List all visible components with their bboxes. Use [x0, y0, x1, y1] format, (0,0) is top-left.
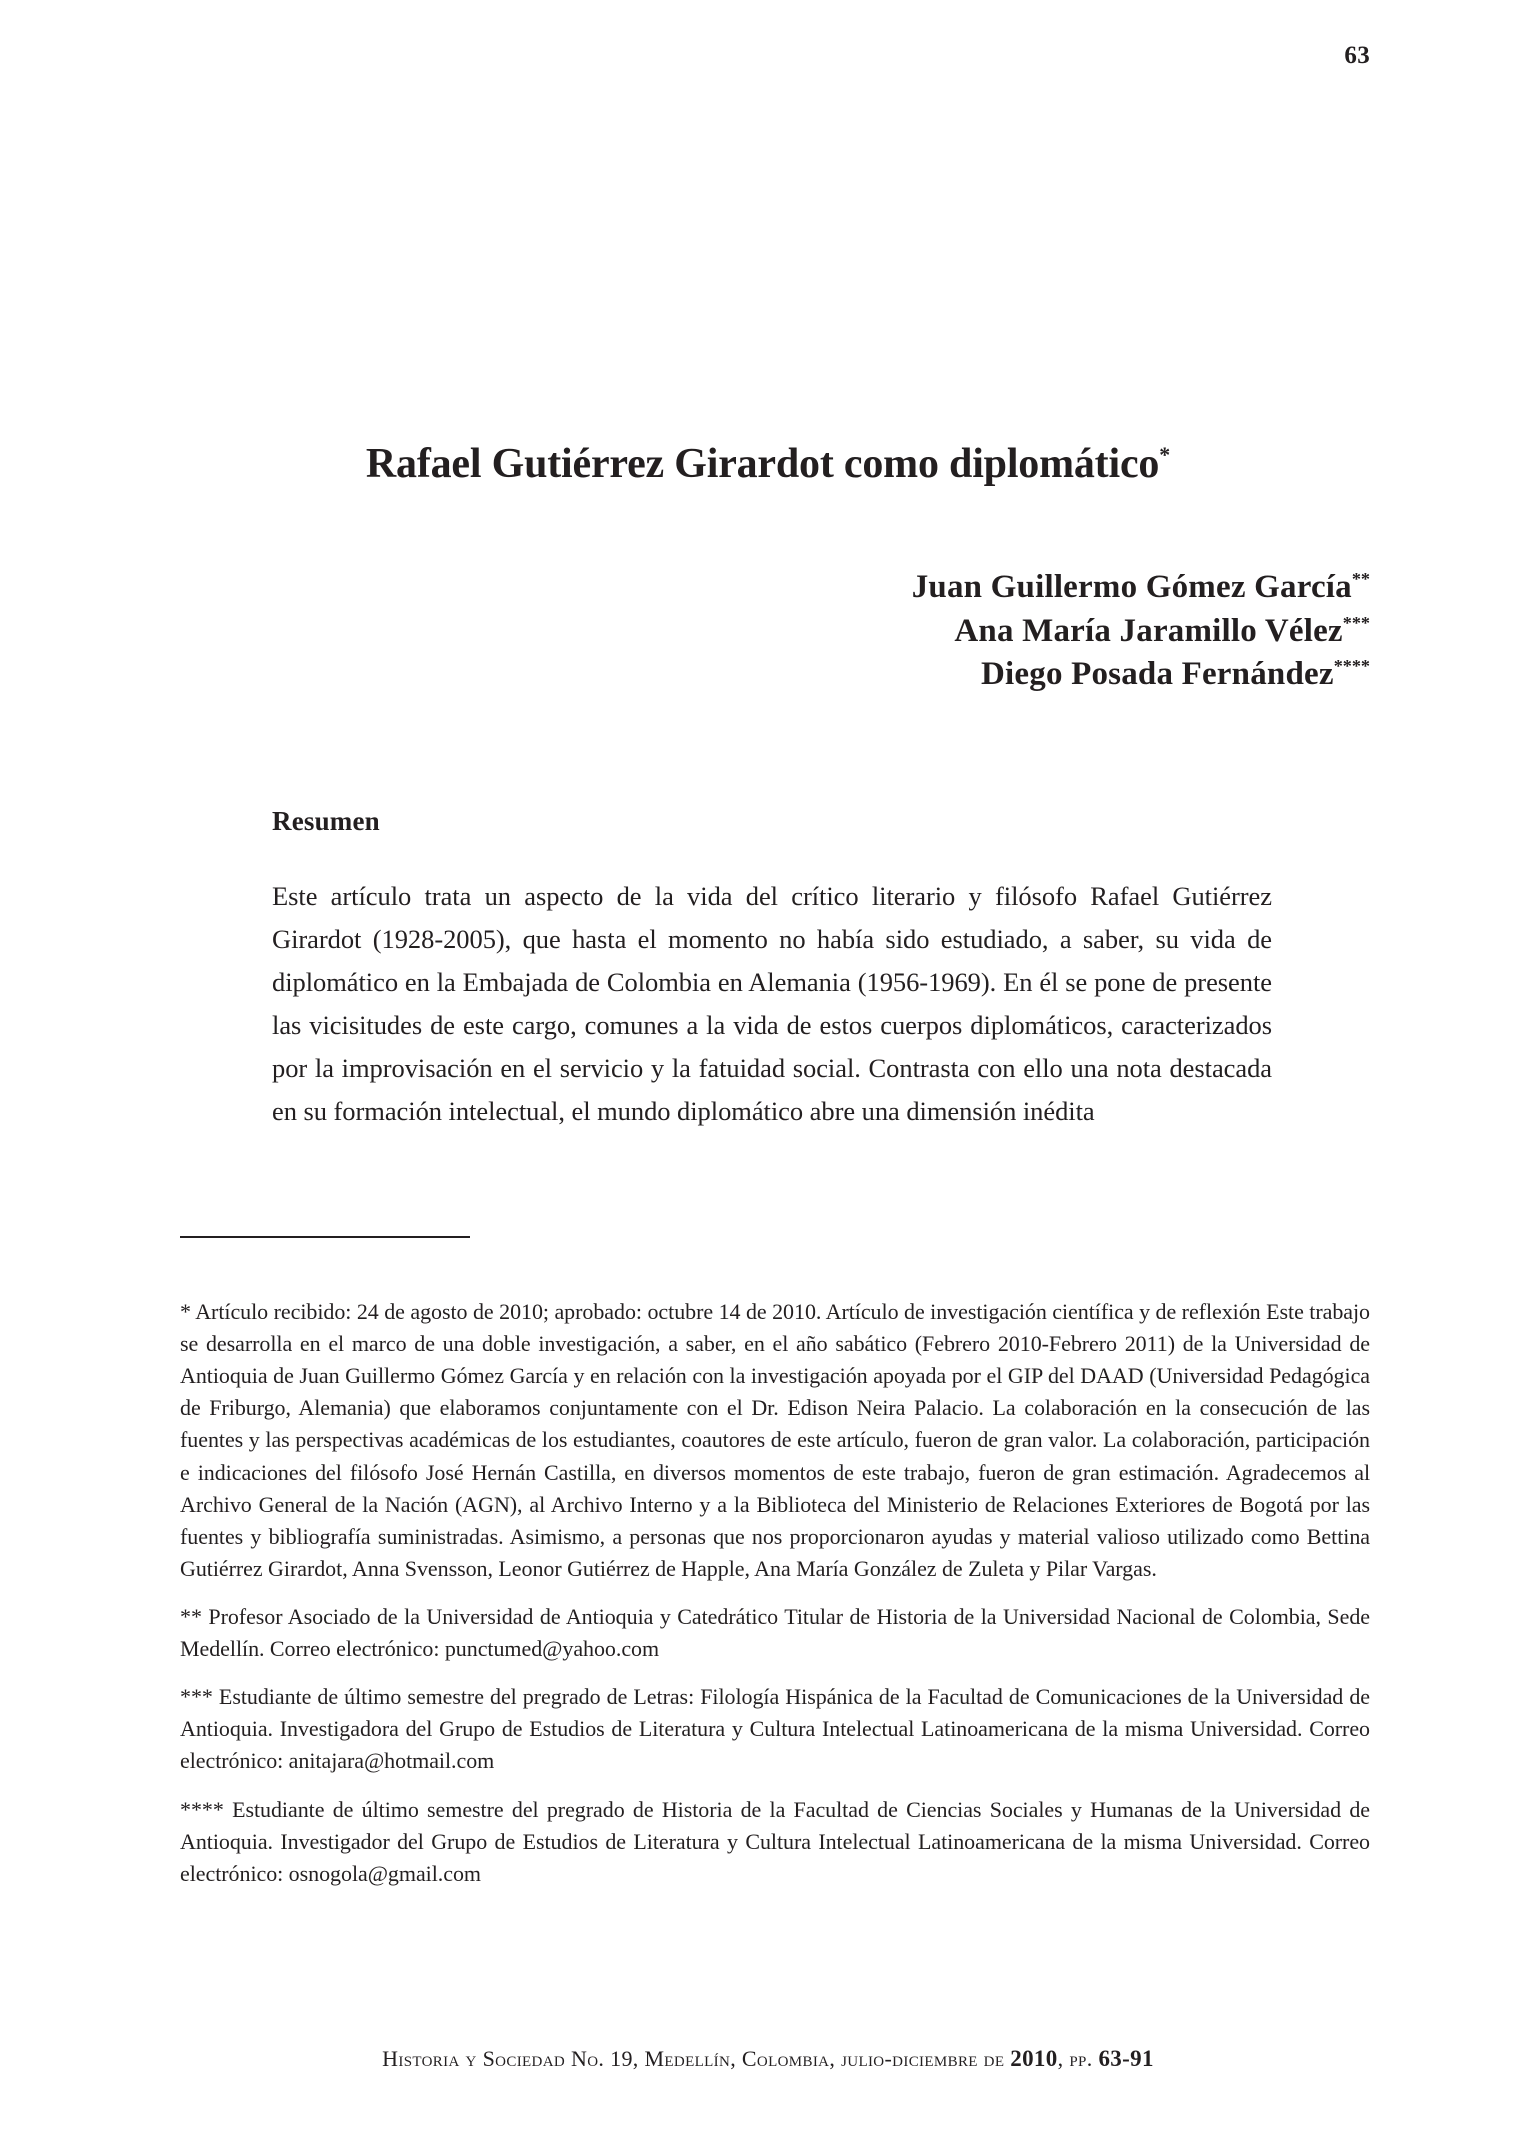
title-block — [166, 440, 1370, 490]
footer-city: Medellín — [644, 2046, 731, 2071]
page-title — [166, 440, 1370, 490]
footer-pages-label: pp. — [1069, 2046, 1093, 2071]
author-footnote-marker: **** — [1333, 656, 1370, 677]
author-line-2 — [166, 610, 1370, 654]
footer-citation-line: Historia y Sociedad No. 19, Medellín, Colombia, julio-diciembre de 2010, pp. 63-91 — [382, 2046, 1154, 2071]
footnotes-section — [180, 1296, 1370, 1890]
page-footer — [166, 2046, 1370, 2072]
page-number: 63 — [1344, 42, 1370, 69]
author-name: Ana María Jaramillo Vélez — [954, 612, 1343, 649]
footnote-asterisk-1: * Artículo recibido: 24 de agosto de 2010; aprobado: octubre 14 de 2010. Artículo de investigación científica y de reflexión Este trabajo se desarrolla en el marco de una doble investigación, a saber, en el año sabático (Febrero 2010-Febrero 2011) de la Universidad de Antioquia de Juan Guillermo Gómez García y en relación con la investigación apoyada por el GIP del DAAD (Universidad Pedagógica de Friburgo, Alemania) que elaboramos conjuntamente con el Dr. Edison Neira Palacio. La colaboración en la consecución de las fuentes y las perspectivas académicas de los estudiantes, coautores de este artículo, fueron de gran valor. La colaboración, participación e indicaciones del filósofo José Hernán Castilla, en diversos momentos de este trabajo, fueron de gran estimación. Agradecemos al Archivo General de la Nación (AGN), al Archivo Interno y a la Biblioteca del Ministerio de Relaciones Exteriores de Bogotá por las fuentes y bibliografía suministradas. Asimismo, a personas que nos proporcionaron ayudas y material valioso utilizado como Bettina Gutiérrez Girardot, Anna Svensson, Leonor Gutiérrez de Happle, Ana María González de Zuleta y Pilar Vargas. — [180, 1299, 1370, 1581]
author-footnote-marker: *** — [1342, 612, 1370, 633]
footer-country: Colombia — [741, 2046, 830, 2071]
footer-year: 2010 — [1010, 2046, 1058, 2071]
abstract-body: Este artículo trata un aspecto de la vida del crítico literario y filósofo Rafael Gutiérrez Girardot (1928-2005), que hasta el momento no había sido estudiado, a saber, su vida de diplomático en la Embajada de Colombia en Alemania (1956-1969). En él se pone de presente las vicisitudes de este cargo, comunes a la vida de estos cuerpos diplomáticos, caracterizados por la improvisación en el servicio y la fatuidad social. Contrasta con ello una nota destacada en su formación intelectual, el mundo diplomático abre una dimensión inédita — [272, 881, 1272, 1126]
author-line-1 — [166, 566, 1370, 610]
author-name: Diego Posada Fernández — [981, 656, 1334, 693]
author-line-3 — [166, 653, 1370, 697]
author-list — [166, 566, 1370, 697]
footer-issue: No. 19 — [570, 2046, 633, 2071]
author-footnote-marker: ** — [1351, 569, 1370, 589]
title-footnote-marker: * — [1159, 443, 1171, 467]
article-title-text: Rafael Gutiérrez Girardot como diplomático — [365, 441, 1160, 487]
footer-pages: 63-91 — [1098, 2046, 1154, 2071]
running-head — [0, 42, 1370, 70]
footer-period: julio-diciembre de — [841, 2046, 1005, 2071]
footnote-asterisk-2: ** Profesor Asociado de la Universidad de Antioquia y Catedrático Titular de Historia de la Universidad Nacional de Colombia, Sede Medellín. Correo electrónico: punctumed@yahoo.com — [180, 1603, 1370, 1662]
footer-journal: Historia y Sociedad — [382, 2046, 566, 2071]
footnote-asterisk-3: *** Estudiante de último semestre del pregrado de Letras: Filología Hispánica de la Facultad de Comunicaciones de la Universidad de Antioquia. Investigadora del Grupo de Estudios de Literatura y Cultura Intelectual Latinoamericana de la misma Universidad. Correo electrónico: anitajara@hotmail.com — [180, 1684, 1370, 1774]
author-name: Juan Guillermo Gómez García — [911, 569, 1352, 605]
abstract-section — [272, 806, 1272, 1133]
footnote-separator-rule — [180, 1236, 470, 1238]
abstract-heading: Resumen — [272, 806, 380, 836]
footnote-asterisk-4: **** Estudiante de último semestre del pregrado de Historia de la Facultad de Ciencias Sociales y Humanas de la Universidad de Antioquia. Investigador del Grupo de Estudios de Literatura y Cultura Intelectual Latinoamericana de la misma Universidad. Correo electrónico: osnogola@gmail.com — [180, 1796, 1370, 1886]
